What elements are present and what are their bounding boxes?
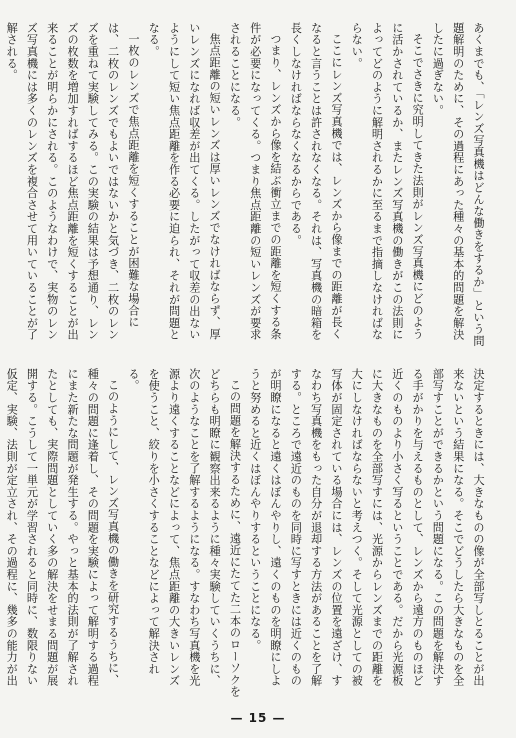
paragraph: ここにレンズ写真機では、レンズから像までの距離が長くなると言うことは許されなくなる。それは、写真機の暗箱を長くしなければならなくなるからである。 — [289, 22, 343, 341]
paragraph: あくまでも、「レンズ写真機はどんな働きをするか」という問題解明のために、その過程にあった種々の基本的問題を解決したに過ぎない。 — [431, 22, 485, 347]
paragraph: そこでさきに究明してきた法則がレンズ写真機にどのように活かされているか、またレンズ写真機の働きがこの法則によってどのように解明されるかに至るまで指摘しなければならない。 — [350, 22, 425, 341]
paragraph: つまり、レンズから像を結ぶ衝立までの距離を短くする条件が必要になってくる。つまり焦点距離の短いレンズが要求されることになる。 — [228, 22, 283, 341]
paragraph — [0, 22, 1, 350]
paragraph: 焦点距離の短いレンズは厚いレンズでなければならず、厚いレンズになれば収差が出てくる。したがって収差の出ないようにして短い焦点距離を作る必要に迫られ、それが問題となる。 — [147, 22, 222, 341]
paragraph: この問題を解決するために、遠近にたてた二本のローソクをどちらも明瞭に観察出来るように種々実験していくうちに、次のようなことを了解するようになる。すなわち写真機を光源より遠くすることなどによって、焦点距離の大きいレンズを使うこと、絞りを小さくすることなどによって解決される。 — [126, 368, 242, 698]
paragraph: 一枚のレンズで焦点距離を短くすることが困難な場合には、二枚のレンズでもよいではないかと気づき、二枚のレンズを重ねて実験してみる。この実験の結果は予想通り、レンズの枚数を増加すればするほど焦点距離を短くすることが出来ることが明らかにされる。このようなわけで、実物のレンズ写真機には多くのレンズを複合させて用いていることが了解される。 — [5, 22, 140, 341]
paragraph: このようにして、レンズ写真機の働きを研究するうちに、種々の問題に逢着し、その問題を実験によって解明する過程にまた新たな問題が発生する。やっと基本的法則が了解されたとしても、実際問題としていく多の解決をせまる問題が展開する。こうして一単元が学習されると同時に、数限りない仮定、実験、法則が定立され、その過程に、幾多の能力が出 — [5, 368, 120, 687]
paragraph: 決定するときには、大きなものの像が全部写しとることが出来ないという結果になる。そこでどうしたら大きなものを全部写すことができるかという問題になる。この問題を解決する手がかりを与えるものとして、レンズから遠方のものほど近くのものより小さく写るということである。だから光源板に大きなものを全部写すには、光源からレンズまでの距離を大にしなければならないと考えつく。そして光源としての被写体が固定されている場合には、レンズの位置を遠ざけ、すなわち写真機をもった自分が退却する方法があることを了解する。ところで遠近のものを同時に写すときには近くのものが明瞭になると遠くはぼんやりし、遠くのものを明瞭にしようと努めると近くはぼんやりするということになる。 — [248, 368, 485, 687]
lower-text-block — [5, 368, 488, 698]
page-number: — 15 — — [230, 711, 286, 725]
upper-text-block — [5, 22, 488, 350]
